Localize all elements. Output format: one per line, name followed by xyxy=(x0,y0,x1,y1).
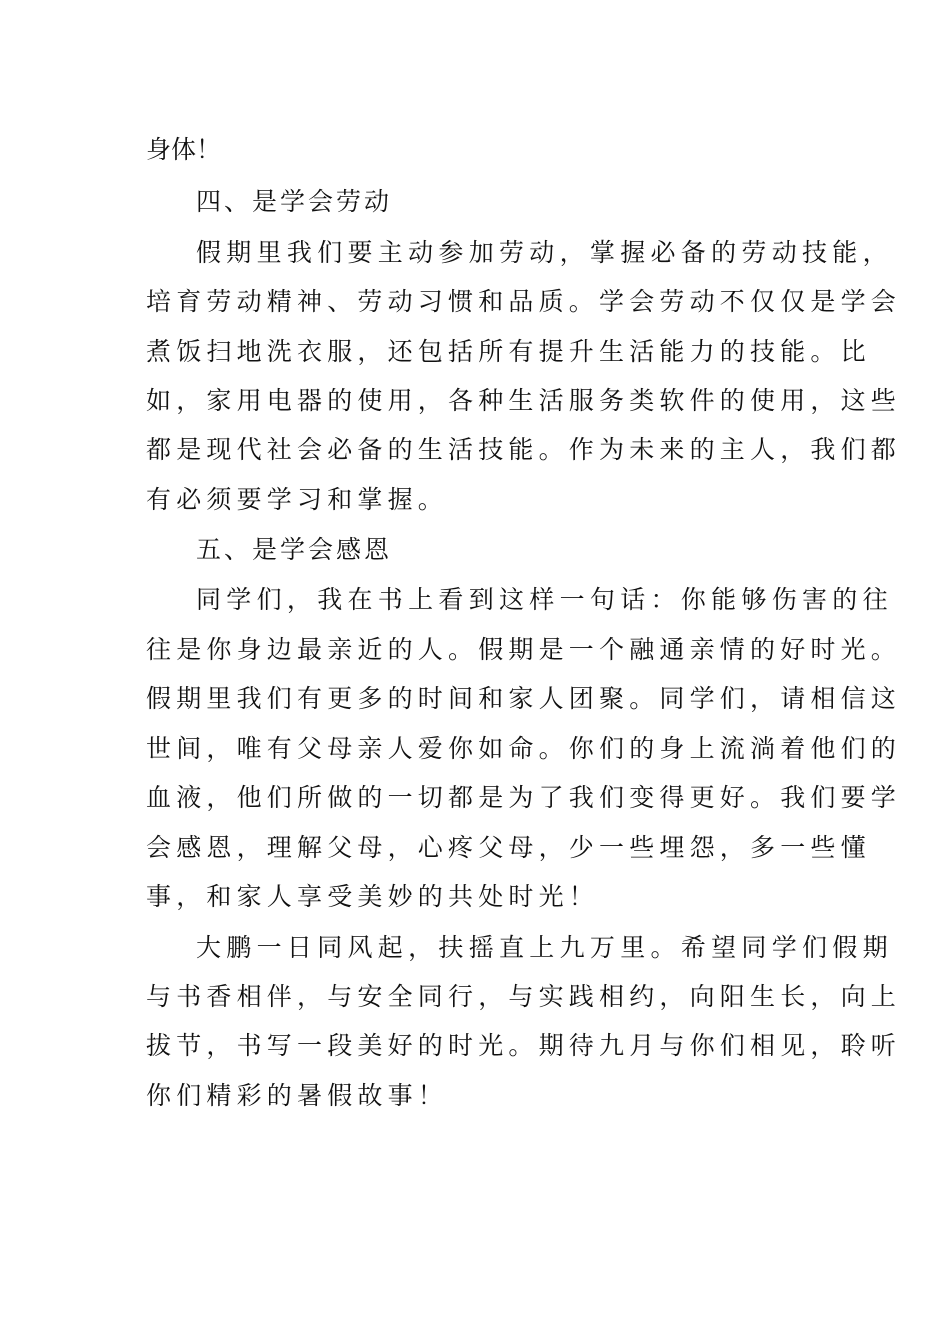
paragraph-labor-line: 有必须要学习和掌握。 xyxy=(146,485,449,514)
paragraph-gratitude-line: 会感恩，理解父母，心疼父母，少一些埋怨，多一些懂 xyxy=(146,833,871,862)
paragraph-closing-line: 你们精彩的暑假故事！ xyxy=(146,1081,449,1110)
paragraph-labor-line: 煮饭扫地洗衣服，还包括所有提升生活能力的技能。比 xyxy=(146,337,871,366)
paragraph-gratitude-line: 事，和家人享受美妙的共处时光！ xyxy=(146,882,600,911)
paragraph-labor-line: 假期里我们要主动参加劳动，掌握必备的劳动技能， xyxy=(196,238,893,267)
paragraph-labor-line: 如，家用电器的使用，各种生活服务类软件的使用，这些 xyxy=(146,386,902,415)
section-heading-gratitude: 五、是学会感恩 xyxy=(196,535,393,564)
paragraph-gratitude-line: 血液，他们所做的一切都是为了我们变得更好。我们要学 xyxy=(146,783,902,812)
section-heading-labor: 四、是学会劳动 xyxy=(196,187,393,216)
paragraph-closing-line: 与书香相伴，与安全同行，与实践相约，向阳生长，向上 xyxy=(146,982,902,1011)
paragraph-labor-line: 培育劳动精神、劳动习惯和品质。学会劳动不仅仅是学会 xyxy=(146,287,902,316)
paragraph-gratitude-line: 世间，唯有父母亲人爱你如命。你们的身上流淌着他们的 xyxy=(146,734,902,763)
paragraph-closing-line: 拔节，书写一段美好的时光。期待九月与你们相见，聆听 xyxy=(146,1031,902,1060)
paragraph-ending-line: 身体！ xyxy=(146,135,222,164)
paragraph-gratitude-line: 往是你身边最亲近的人。假期是一个融通亲情的好时光。 xyxy=(146,635,902,664)
paragraph-gratitude-line: 假期里我们有更多的时间和家人团聚。同学们，请相信这 xyxy=(146,684,902,713)
paragraph-labor-line: 都是现代社会必备的生活技能。作为未来的主人，我们都 xyxy=(146,435,902,464)
paragraph-gratitude-line: 同学们，我在书上看到这样一句话：你能够伤害的往 xyxy=(196,585,893,614)
paragraph-closing-line: 大鹏一日同风起，扶摇直上九万里。希望同学们假期 xyxy=(196,933,893,962)
